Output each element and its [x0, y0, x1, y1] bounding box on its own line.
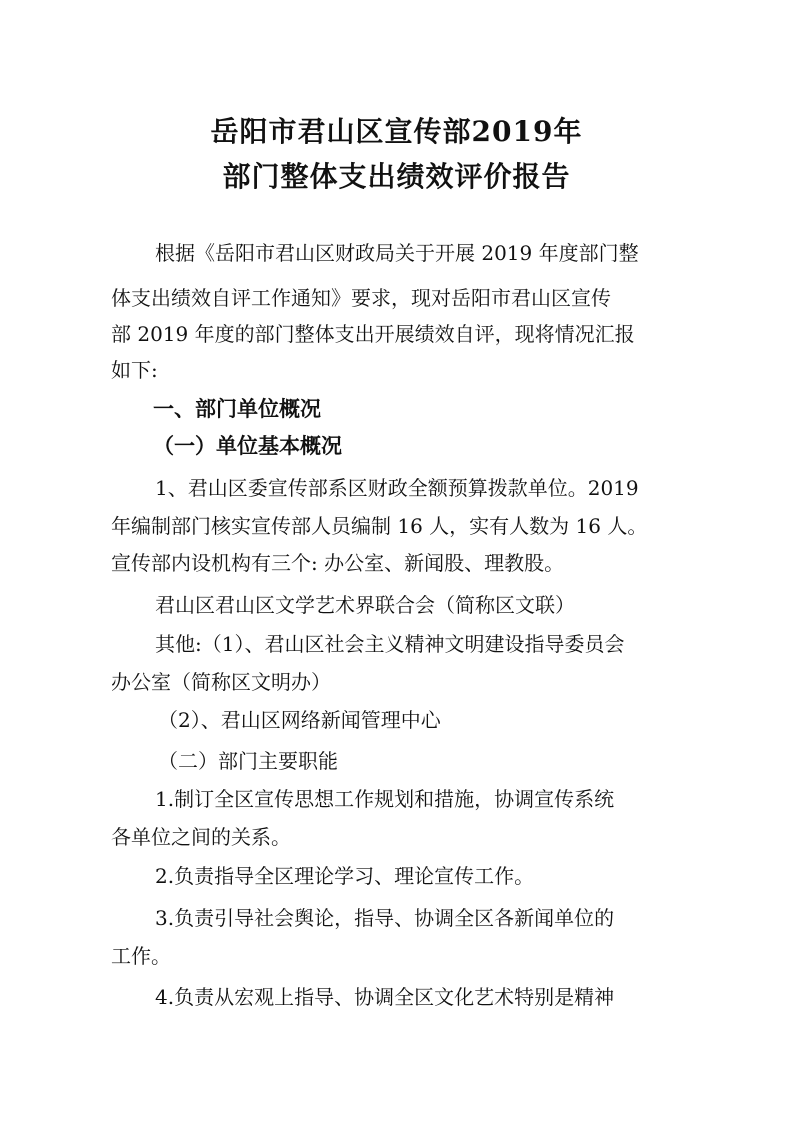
paragraph-1-line-3: 宣传部内设机构有三个: 办公室、新闻股、理教股。	[111, 551, 565, 575]
intro-line-3: 部 2019 年度的部门整体支出开展绩效自评，现将情况汇报	[111, 322, 635, 346]
paragraph-2: 君山区君山区文学艺术界联合会（简称区文联）	[155, 593, 575, 617]
section-heading-overview: 一、部门单位概况	[153, 397, 321, 421]
subsection-heading-basic: （一）单位基本概况	[153, 433, 342, 458]
function-item-1-line-2: 各单位之间的关系。	[111, 825, 291, 849]
report-title-line-1: 岳阳市君山区宣传部2019年	[210, 115, 583, 148]
function-item-2: 2.负责指导全区理论学习、理论宣传工作。	[155, 864, 535, 888]
intro-line-4: 如下:	[111, 358, 158, 382]
subsection-heading-functions: （二）部门主要职能	[158, 749, 338, 773]
paragraph-1-line-1: 1、君山区委宣传部系区财政全额预算拨款单位。2019	[155, 476, 639, 500]
report-title-line-2: 部门整体支出绩效评价报告	[222, 160, 571, 193]
intro-line-2: 体支出绩效自评工作通知》要求，现对岳阳市君山区宣传	[111, 286, 611, 310]
paragraph-1-line-2: 年编制部门核实宣传部人员编制 16 人，实有人数为 16 人。	[111, 514, 648, 538]
function-item-4-line-1: 4.负责从宏观上指导、协调全区文化艺术特别是精神	[155, 985, 615, 1009]
paragraph-3-line-1: 其他:（1）、君山区社会主义精神文明建设指导委员会	[155, 632, 625, 656]
function-item-1-line-1: 1.制订全区宣传思想工作规划和措施，协调宣传系统	[155, 787, 615, 811]
paragraph-4: （2）、君山区网络新闻管理中心	[158, 708, 441, 732]
function-item-3-line-2: 工作。	[111, 944, 171, 968]
function-item-3-line-1: 3.负责引导社会舆论，指导、协调全区各新闻单位的	[155, 906, 615, 930]
intro-line-1: 根据《岳阳市君山区财政局关于开展 2019 年度部门整	[155, 241, 639, 265]
paragraph-3-line-2: 办公室（简称区文明办）	[111, 670, 331, 694]
